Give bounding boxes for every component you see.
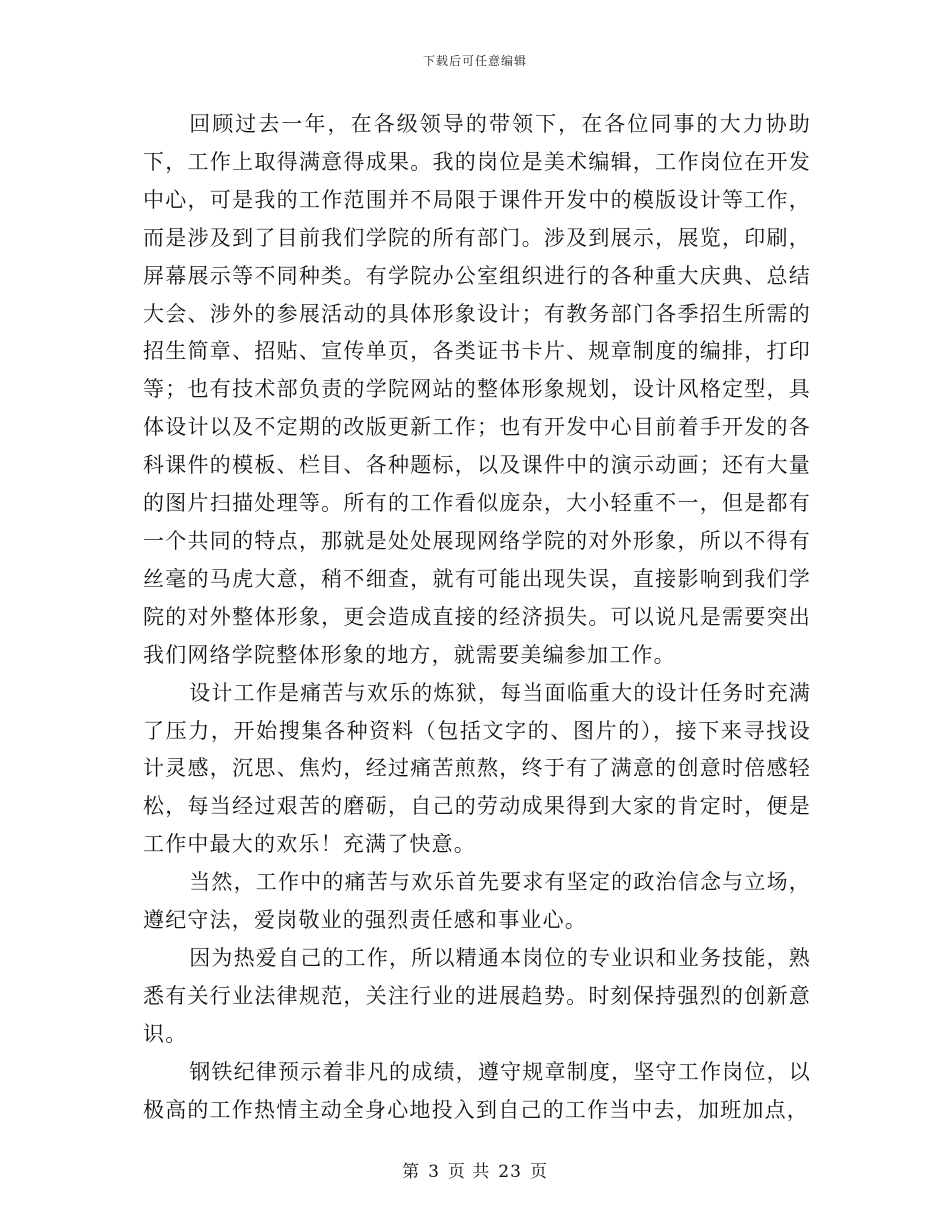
paragraph-5: 钢铁纪律预示着非凡的成绩，遵守规章制度，坚守工作岗位，以极高的工作热情主动全身心地投入到自己的工作当中去，加班加点， <box>143 1059 811 1122</box>
current-page-number: 3 <box>428 1162 440 1182</box>
footer-middle: 页 共 <box>447 1162 491 1182</box>
footer-suffix: 页 <box>529 1162 548 1182</box>
total-page-number: 23 <box>498 1162 522 1182</box>
paragraph-4: 因为热爱自己的工作，所以精通本岗位的专业识和业务技能，熟悉有关行业法律规范，关注行业的进展趋势。时刻保持强烈的创新意识。 <box>143 945 811 1046</box>
paragraph-3: 当然，工作中的痛苦与欢乐首先要求有坚定的政治信念与立场，遵纪守法，爱岗敬业的强烈责任感和事业心。 <box>143 870 811 933</box>
footer-prefix: 第 <box>402 1162 421 1182</box>
document-body <box>143 106 811 1129</box>
page-header: 下载后可任意编辑 <box>422 54 527 68</box>
page-footer <box>0 1157 950 1182</box>
paragraph-2: 设计工作是痛苦与欢乐的炼狱，每当面临重大的设计任务时充满了压力，开始搜集各种资料（包括文字的、图片的），接下来寻找设计灵感，沉思、焦灼，经过痛苦煎熬，终于有了满意的创意时倍感轻松，每当经过艰苦的磨砺，自己的劳动成果得到大家的肯定时，便是工作中最大的欢乐！充满了快意。 <box>143 680 811 857</box>
paragraph-1: 回顾过去一年，在各级领导的带领下，在各位同事的大力协助下，工作上取得满意得成果。我的岗位是美术编辑，工作岗位在开发中心，可是我的工作范围并不局限于课件开发中的模版设计等工作，而是涉及到了目前我们学院的所有部门。涉及到展示，展览，印刷，屏幕展示等不同种类。有学院办公室组织进行的各种重大庆典、总结大会、涉外的参展活动的具体形象设计；有教务部门各季招生所需的招生简章、招贴、宣传单页，各类证书卡片、规章制度的编排，打印等；也有技术部负责的学院网站的整体形象规划，设计风格定型，具体设计以及不定期的改版更新工作；也有开发中心目前着手开发的各科课件的模板、栏目、各种题标，以及课件中的演示动画；还有大量的图片扫描处理等。所有的工作看似庞杂，大小轻重不一，但是都有一个共同的特点，那就是处处展现网络学院的对外形象，所以不得有丝毫的马虎大意，稍不细查，就有可能出现失误，直接影响到我们学院的对外整体形象，更会造成直接的经济损失。可以说凡是需要突出我们网络学院整体形象的地方，就需要美编参加工作。 <box>143 112 811 667</box>
